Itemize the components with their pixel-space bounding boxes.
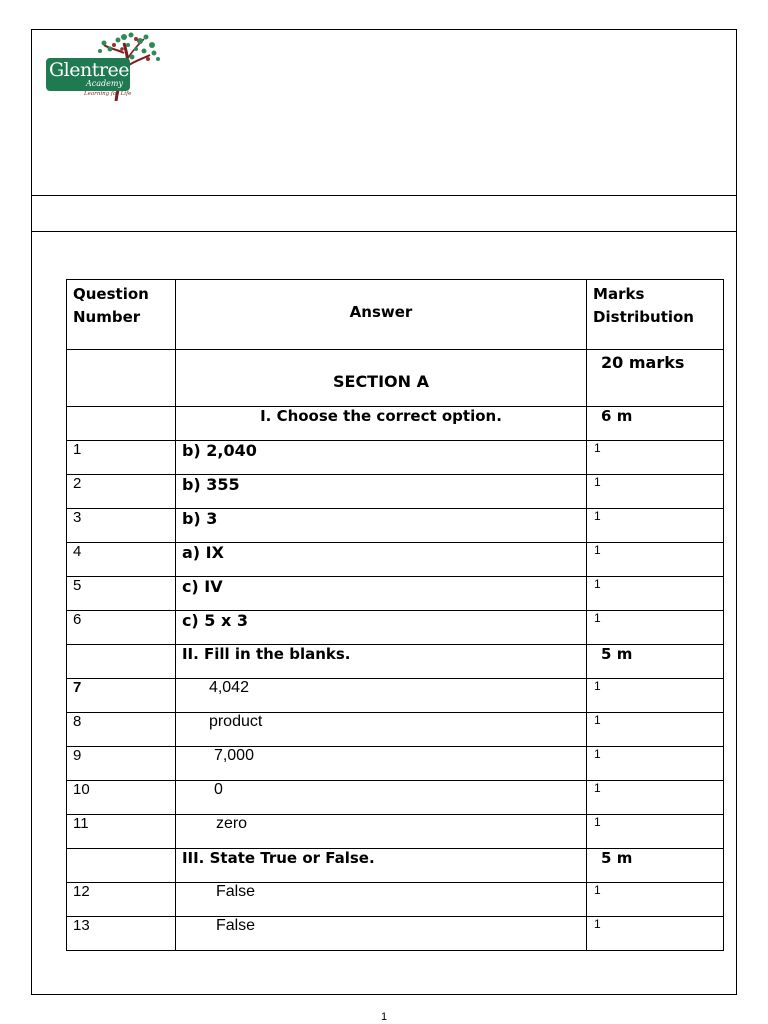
section-row — [67, 350, 724, 407]
answer-cell: c) 5 x 3 — [175, 611, 586, 645]
table-row — [67, 679, 724, 713]
answer-cell: product — [175, 713, 586, 747]
glentree-logo — [46, 31, 160, 101]
answer-cell: 0 — [175, 781, 586, 815]
empty-cell — [67, 849, 176, 883]
empty-cell — [67, 407, 176, 441]
part-marks: 6 m — [587, 407, 724, 441]
marks-cell: 1 — [587, 917, 724, 951]
table-row — [67, 577, 724, 611]
answer-cell: b) 2,040 — [175, 441, 586, 475]
marks-cell: 1 — [587, 815, 724, 849]
section-marks: 20 marks — [587, 350, 724, 407]
answer-cell: a) IX — [175, 543, 586, 577]
table-row — [67, 815, 724, 849]
answer-key-table — [66, 279, 724, 951]
table-row — [67, 441, 724, 475]
question-number: 13 — [67, 917, 176, 951]
question-number: 7 — [67, 679, 176, 713]
answer-cell: 4,042 — [175, 679, 586, 713]
answer-cell: b) 3 — [175, 509, 586, 543]
question-number: 8 — [67, 713, 176, 747]
table-header-row — [67, 280, 724, 350]
question-number: 12 — [67, 883, 176, 917]
header-divider-top — [31, 195, 736, 196]
question-number: 10 — [67, 781, 176, 815]
answer-cell: False — [175, 917, 586, 951]
marks-cell: 1 — [587, 441, 724, 475]
answer-cell: zero — [175, 815, 586, 849]
part-heading-row — [67, 407, 724, 441]
part-title: II. Fill in the blanks. — [175, 645, 586, 679]
table-row — [67, 509, 724, 543]
logo-sub-text: Academy — [86, 79, 123, 88]
table-row — [67, 543, 724, 577]
answer-cell: b) 355 — [175, 475, 586, 509]
marks-cell: 1 — [587, 611, 724, 645]
header-question-number: Question Number — [67, 280, 176, 350]
question-number: 1 — [67, 441, 176, 475]
table-row — [67, 713, 724, 747]
marks-cell: 1 — [587, 713, 724, 747]
table-row — [67, 747, 724, 781]
table-row — [67, 611, 724, 645]
marks-cell: 1 — [587, 475, 724, 509]
marks-cell: 1 — [587, 747, 724, 781]
header-divider-bottom — [31, 231, 736, 232]
marks-cell: 1 — [587, 543, 724, 577]
part-marks: 5 m — [587, 645, 724, 679]
marks-cell: 1 — [587, 509, 724, 543]
table-row — [67, 917, 724, 951]
question-number: 5 — [67, 577, 176, 611]
marks-cell: 1 — [587, 781, 724, 815]
section-title: SECTION A — [175, 350, 586, 407]
part-marks: 5 m — [587, 849, 724, 883]
page-number: 1 — [380, 1011, 388, 1023]
marks-cell: 1 — [587, 883, 724, 917]
question-number: 9 — [67, 747, 176, 781]
empty-cell — [67, 645, 176, 679]
question-number: 4 — [67, 543, 176, 577]
question-number: 11 — [67, 815, 176, 849]
answer-cell: False — [175, 883, 586, 917]
header-answer: Answer — [175, 280, 586, 350]
table-row — [67, 781, 724, 815]
table-row — [67, 883, 724, 917]
empty-cell — [67, 350, 176, 407]
part-title: III. State True or False. — [175, 849, 586, 883]
answer-cell: 7,000 — [175, 747, 586, 781]
logo-brand-text: Glentree — [49, 59, 129, 81]
question-number: 2 — [67, 475, 176, 509]
logo-tagline: Learning for Life — [84, 91, 132, 97]
answer-cell: c) IV — [175, 577, 586, 611]
marks-cell: 1 — [587, 577, 724, 611]
question-number: 6 — [67, 611, 176, 645]
question-number: 3 — [67, 509, 176, 543]
part-heading-row — [67, 645, 724, 679]
table-row — [67, 475, 724, 509]
part-heading-row — [67, 849, 724, 883]
header-marks-distribution: Marks Distribution — [587, 280, 724, 350]
marks-cell: 1 — [587, 679, 724, 713]
part-title: I. Choose the correct option. — [175, 407, 586, 441]
